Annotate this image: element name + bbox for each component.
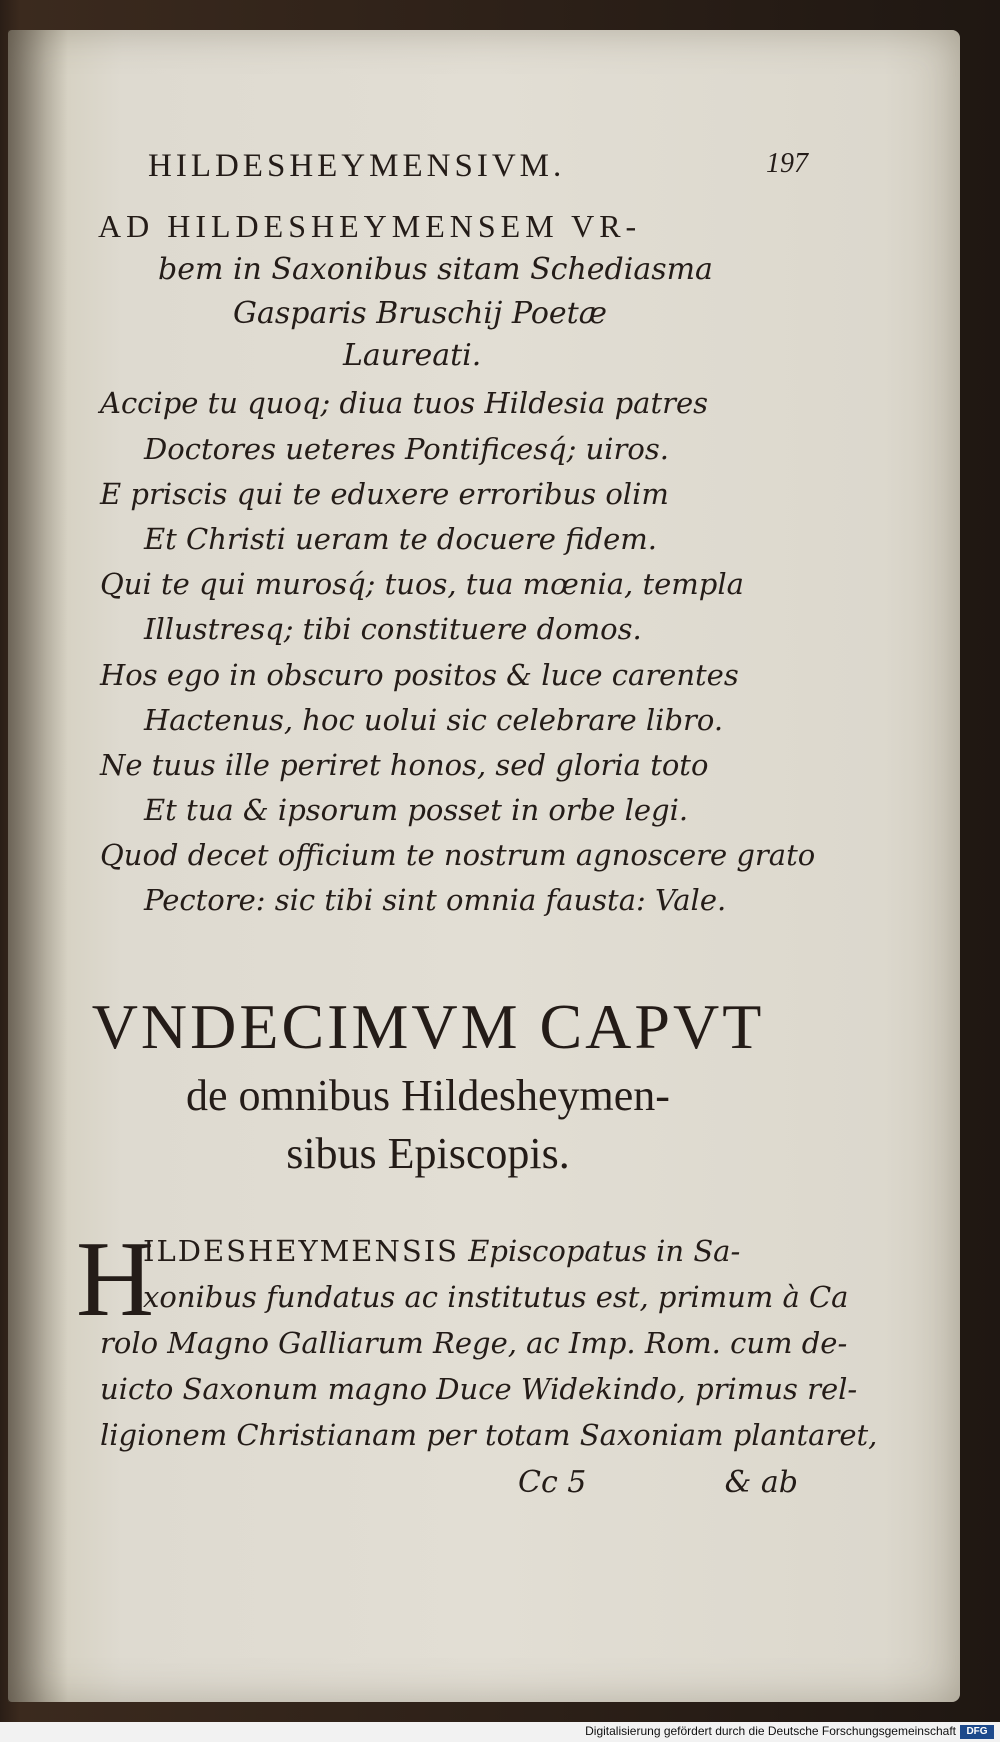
verse-line: Illustresq; tibi constituere domos. — [144, 612, 642, 646]
verse-line: Et Christi ueram te docuere fidem. — [144, 522, 657, 556]
verse-line: Pectore: sic tibi sint omnia fausta: Vale. — [144, 883, 727, 917]
prose-line: ligionem Christianam per totam Saxoniam plantaret, — [100, 1418, 878, 1452]
drop-cap-initial: H — [76, 1220, 154, 1339]
digitization-footer — [0, 1722, 1000, 1742]
chapter-subtitle-line: de omnibus Hildesheymen- — [186, 1071, 670, 1120]
prose-line: xonibus fundatus ac institutus est, primum à Ca — [143, 1280, 849, 1314]
verse-line: Quod decet officium te nostrum agnoscere grato — [100, 838, 816, 872]
page-catchwords — [518, 1465, 798, 1505]
page-header — [148, 148, 808, 198]
poem-title: AD HILDESHEYMENSEM VR- — [98, 208, 642, 244]
poem-subtitle-line: Laureati. — [343, 338, 482, 373]
dfg-logo: DFG — [960, 1725, 994, 1739]
chapter-subtitle-line: sibus Episcopis. — [286, 1129, 570, 1178]
prose-lead-rest: Episcopatus in Sa- — [468, 1234, 741, 1268]
prose-lead-caps: ILDESHEYMENSIS — [143, 1234, 460, 1268]
verse-line: Hos ego in obscuro positos & luce carentes — [100, 658, 739, 692]
verse-line: Hactenus, hoc uolui sic celebrare libro. — [144, 703, 724, 737]
catchword: & ab — [724, 1465, 798, 1500]
verse-line: Accipe tu quoq; diua tuos Hildesia patres — [100, 386, 709, 420]
prose-line: rolo Magno Galliarum Rege, ac Imp. Rom. cum de- — [100, 1326, 848, 1360]
running-title: HILDESHEYMENSIVM. — [148, 148, 566, 184]
book-page — [8, 30, 960, 1702]
prose-line — [143, 1234, 740, 1268]
verse-line: E priscis qui te eduxere erroribus olim — [100, 477, 669, 511]
poem-subtitle-line: Gasparis Bruschij Poetæ — [233, 296, 607, 331]
funding-credit: Digitalisierung gefördert durch die Deutsche Forschungsgemeinschaft — [585, 1724, 956, 1738]
verse-line: Doctores ueteres Pontificesq́; uiros. — [144, 432, 669, 466]
verse-line: Et tua & ipsorum posset in orbe legi. — [144, 793, 689, 827]
page-number: 197 — [766, 148, 808, 179]
prose-line: uicto Saxonum magno Duce Widekindo, primus rel- — [100, 1372, 858, 1406]
verse-line: Ne tuus ille periret honos, sed gloria toto — [100, 748, 709, 782]
gutter-shadow — [8, 30, 68, 1702]
poem-subtitle-line: bem in Saxonibus sitam Schediasma — [158, 252, 713, 287]
chapter-title: VNDECIMVM CAPVT — [91, 991, 765, 1062]
signature-mark: Cc 5 — [518, 1465, 587, 1500]
verse-line: Qui te qui murosq́; tuos, tua mœnia, templa — [100, 567, 744, 601]
